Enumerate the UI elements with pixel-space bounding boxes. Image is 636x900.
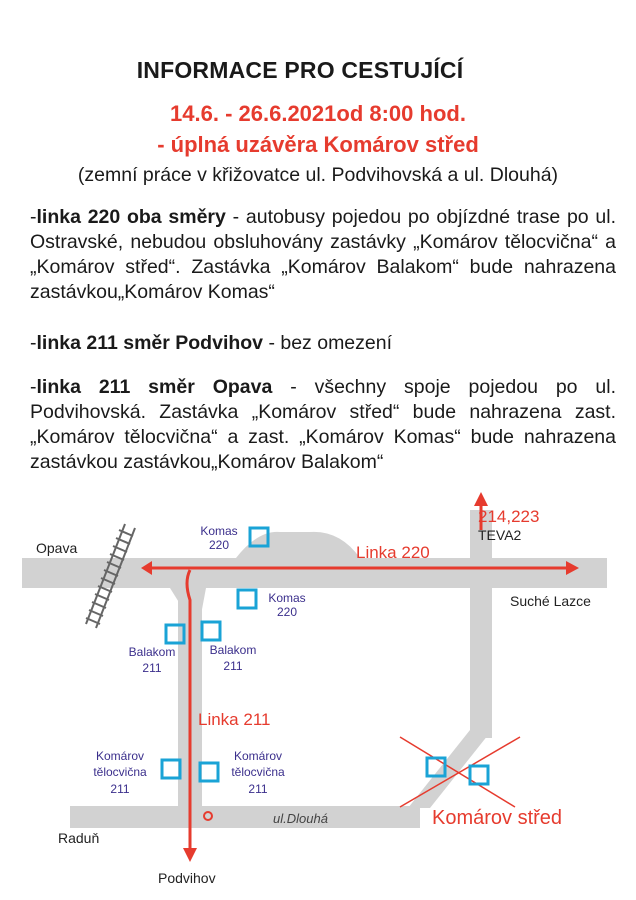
stop-telocvicna-left-line: 211 — [110, 782, 130, 796]
line-211-opava-label: linka 211 směr Opava — [36, 376, 273, 398]
place-podvihov: Podvihov — [158, 870, 216, 886]
closure-description: - úplná uzávěra Komárov střed — [157, 132, 479, 157]
stop-telocvicna-right-name: Komárov — [233, 749, 283, 763]
stop-balakom-right-name: Balakom — [209, 643, 257, 657]
line-211-opava-prefix: - — [30, 376, 37, 398]
place-suche-lazce: Suché Lazce — [510, 593, 591, 609]
closed-stop-label: Komárov střed — [432, 807, 563, 829]
line-211-podvihov-text: - bez omezení — [263, 332, 393, 354]
stop-komas-right-name: Komas — [268, 591, 306, 605]
diagonal-road — [408, 730, 492, 808]
line-220-prefix: - — [30, 206, 37, 228]
line-211-podvihov-prefix: - — [30, 332, 37, 354]
line-220-info — [30, 205, 616, 305]
stop-telocvicna-left-icon — [162, 760, 180, 778]
stop-telocvicna-right-icon — [200, 763, 218, 781]
stop-komas-top-name: Komas — [200, 524, 238, 538]
line-220-label: linka 220 oba směry — [36, 206, 226, 228]
stop-telocvicna-left-name: Komárov — [95, 749, 145, 763]
dlouha-road — [70, 806, 420, 828]
stop-balakom-left-name: Balakom — [128, 645, 176, 659]
place-opava: Opava — [36, 540, 78, 556]
stop-telocvicna-right-line: 211 — [248, 782, 268, 796]
route-214-arrow-up — [474, 492, 488, 506]
suche-lazce-road — [470, 588, 492, 738]
route-211-arrow-down — [183, 848, 197, 862]
stop-komas-right-line: 220 — [276, 605, 298, 619]
place-radun: Raduň — [58, 830, 100, 846]
route-220-label: Linka 220 — [356, 543, 430, 562]
route-214-223-label: 214,223 — [478, 507, 540, 526]
notice-title: INFORMACE PRO CESTUJÍCÍ — [136, 57, 464, 83]
stop-telocvicna-left-sub: tělocvična — [93, 765, 147, 779]
line-211-opava-text: - všechny spoje pojedou po ul. Podvihovská. Zastávka „Komárov střed“ bude nahrazena zast. „Komárov tělocvična“ a zast. „Komárov Komas“ bude nahrazena zastávkou zastávkou„Komárov Balakom“ — [30, 376, 616, 473]
stop-komas-top-line: 220 — [208, 538, 230, 552]
stop-komas-right-icon — [238, 590, 256, 608]
stop-telocvicna-right-sub: tělocvična — [231, 765, 285, 779]
stop-balakom-right-line: 211 — [223, 659, 243, 673]
route-teva2-label: TEVA2 — [478, 527, 522, 543]
stop-balakom-left-line: 211 — [142, 661, 162, 675]
line-211-opava-info — [30, 375, 616, 475]
line-220-text: - autobusy pojedou po objízdné trase po ul. Ostravské, nebudou obsluhovány zastávky „Komárov tělocvična“ a „Komárov střed“. Zastávka „Komárov Balakom“ bude nahrazena zastávkou„Komárov Komas“ — [30, 206, 616, 303]
street-dlouha-label: ul.Dlouhá — [273, 811, 328, 826]
works-note: (zemní práce v křižovatce ul. Podvihovská a ul. Dlouhá) — [77, 164, 559, 186]
line-211-podvihov-label: linka 211 směr Podvihov — [36, 332, 264, 354]
road-network — [22, 510, 607, 828]
closure-date: 14.6. - 26.6.2021od 8:00 hod. — [170, 101, 466, 126]
route-211-label: Linka 211 — [198, 710, 271, 729]
detour-map — [0, 490, 636, 900]
stop-balakom-right-icon — [202, 622, 220, 640]
line-211-podvihov-info — [30, 331, 616, 356]
